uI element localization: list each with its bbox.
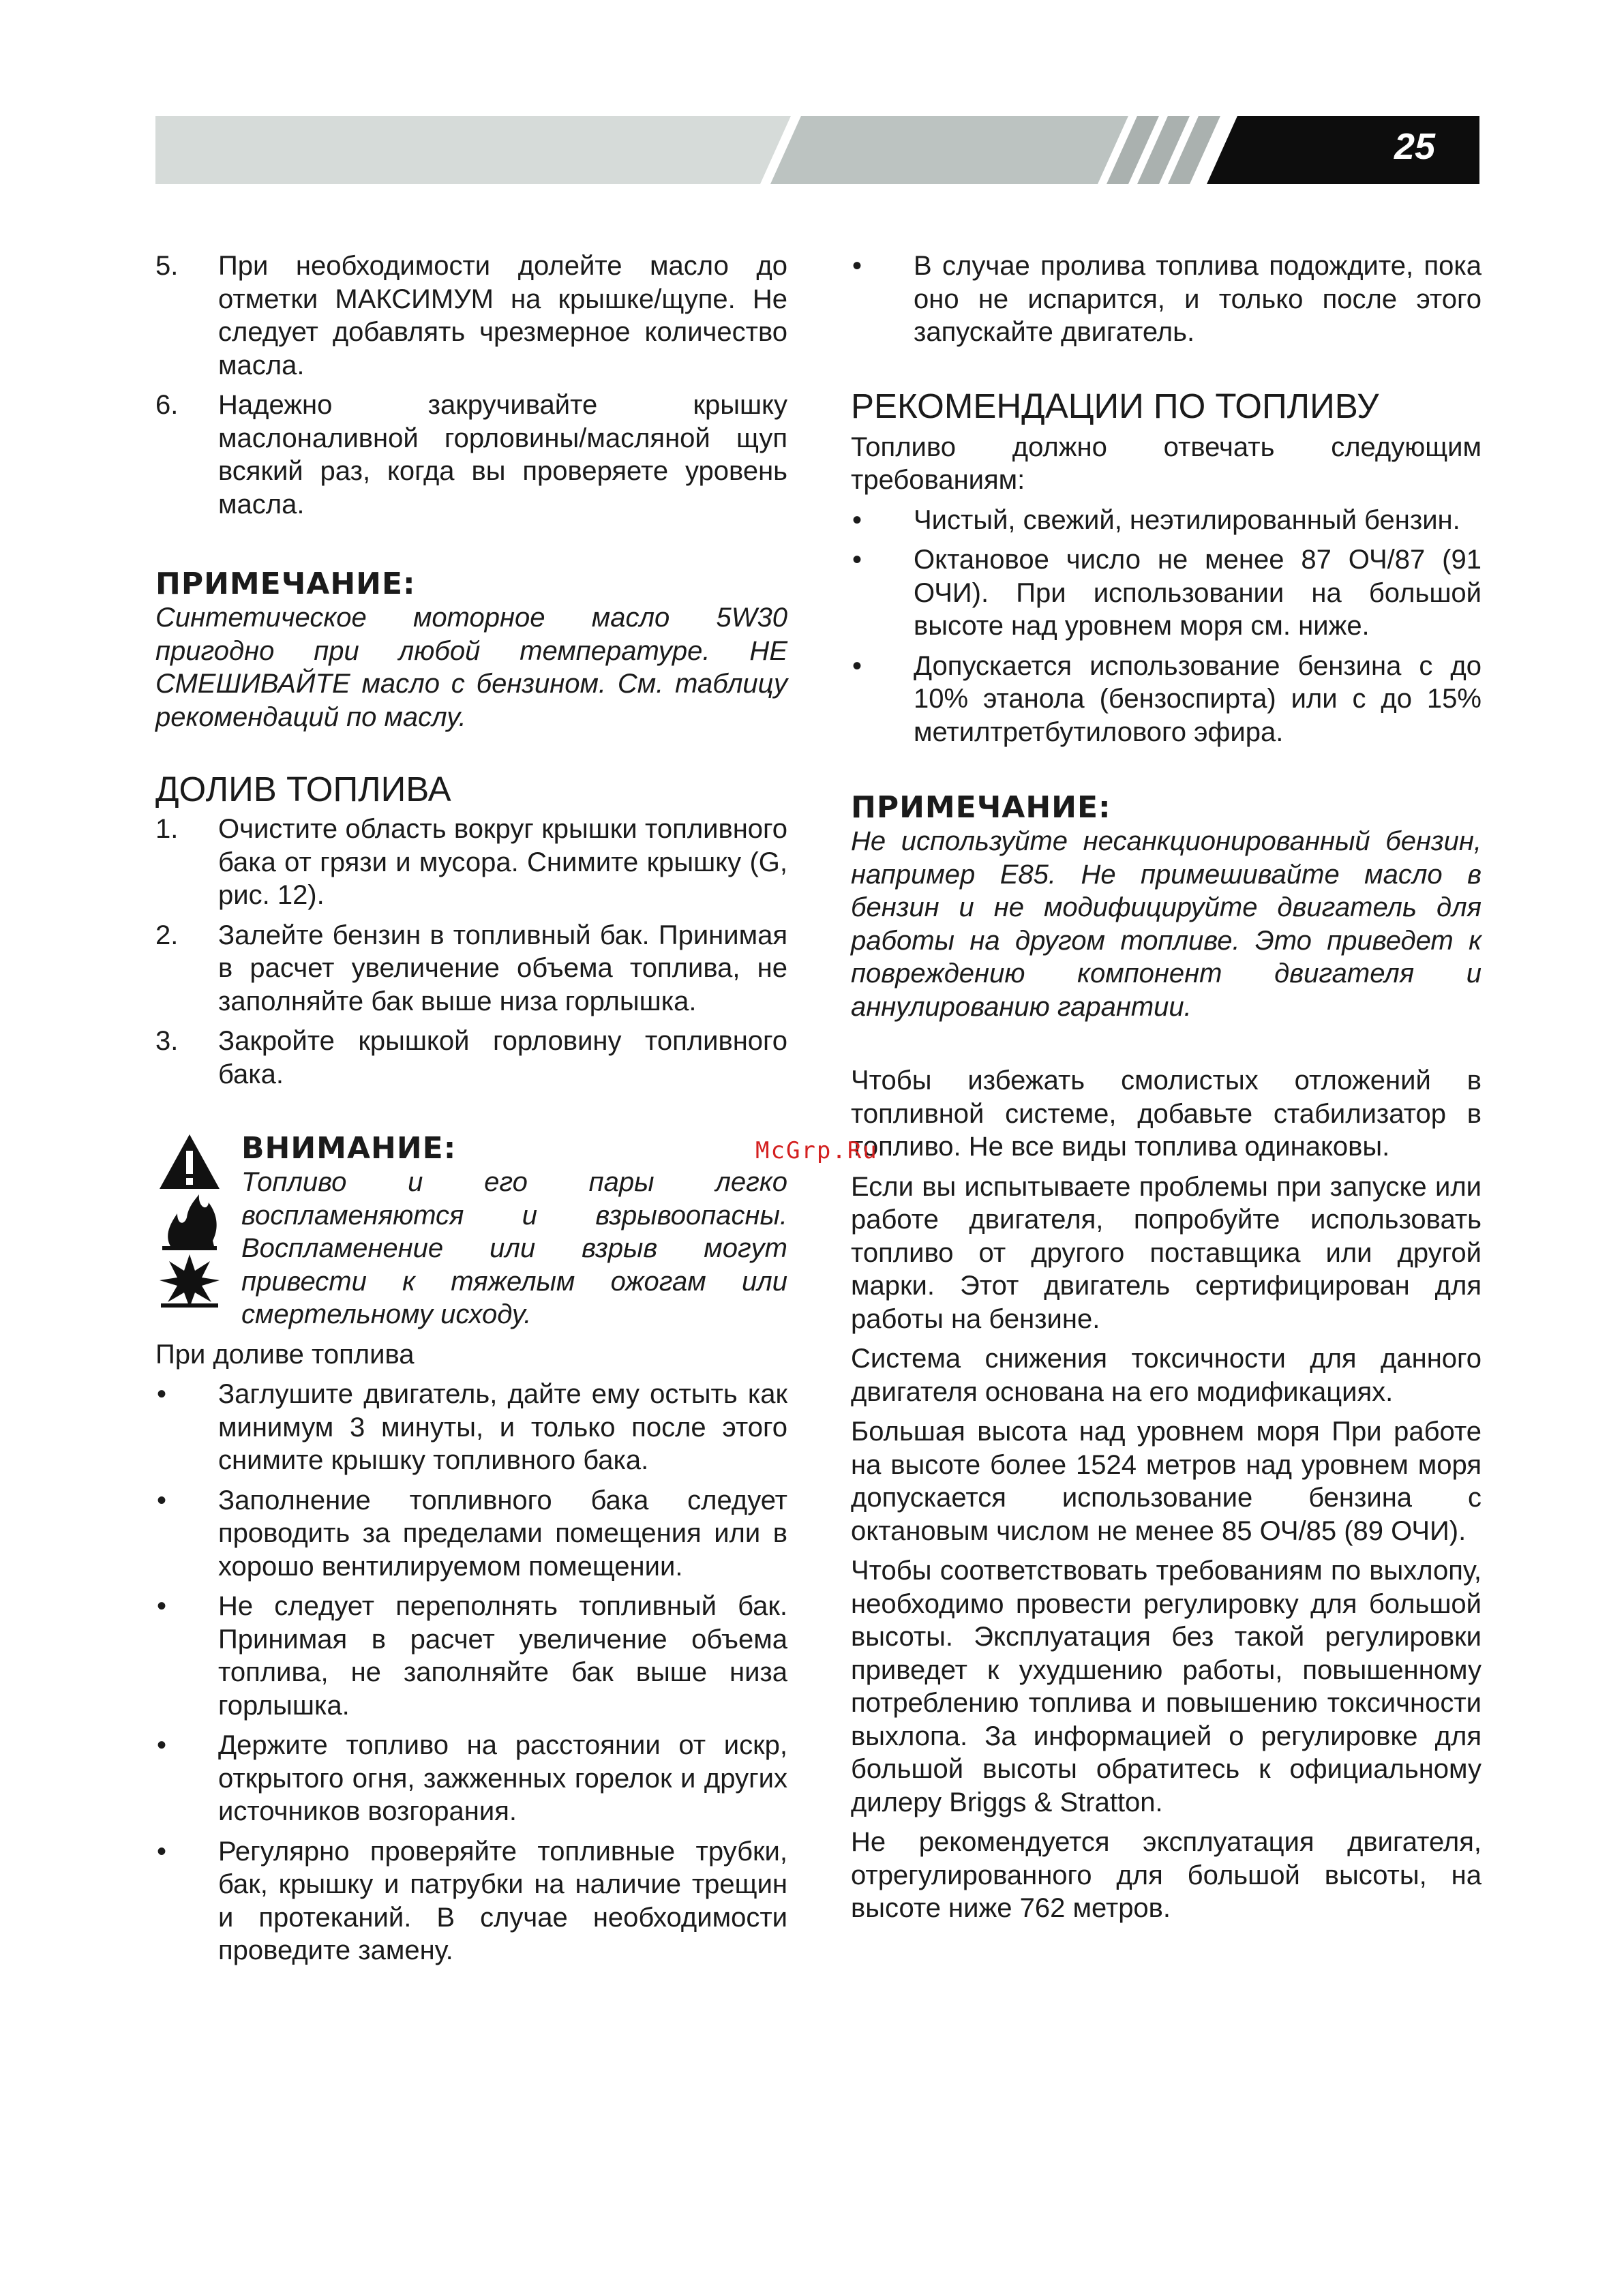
paragraph: Чтобы соответствовать требованиям по выхлопу, необходимо провести регулировку для большой высоты. Эксплуатация без такой регулировки приведет к ухудшению работы, повышенному потреблению топлива и повышению токсичности выхлопа. За информацией о регулировке для большой высоты обратитесь к официальному дилеру Briggs & Stratton.	[851, 1556, 1482, 1817]
list-item	[851, 543, 1482, 643]
list-item	[155, 813, 787, 912]
list-item	[155, 1484, 787, 1584]
list-item	[851, 504, 1482, 537]
note-text: Синтетическое моторное масло 5W30 пригодно при любой температуре. НЕ СМЕШИВАЙТЕ масло с бензином. См. таблицу рекомендаций по маслу.	[155, 603, 787, 732]
bullet: •	[852, 504, 862, 535]
list-item	[155, 919, 787, 1018]
header-stripe	[770, 116, 1128, 184]
oil-steps-list	[155, 250, 787, 521]
fire-icon	[162, 1194, 217, 1250]
step-text: Залейте бензин в топливный бак. Принимая в расчет увеличение объема топлива, не заполняйте бак выше низа горлышка.	[218, 920, 787, 1016]
warning-block	[155, 1132, 787, 1331]
note-title: ПРИМЕЧАНИЕ:	[155, 567, 416, 601]
warning-title: ВНИМАНИЕ:	[241, 1131, 457, 1166]
list-item	[155, 1025, 787, 1091]
warning-icons	[157, 1132, 222, 1309]
list-item	[155, 1729, 787, 1828]
warning-triangle-icon	[160, 1134, 220, 1189]
paragraph: Если вы испытываете проблемы при запуске или работе двигателя, попробуйте использовать топливо от другого поставщика или другой марки. Этот двигатель сертифицирован для работы на бензине.	[851, 1171, 1482, 1334]
warning-text: Топливо и его пары легко воспламеняются и взрывоопасны. Воспламенение или взрыв могут привести к тяжелым ожогам или смертельному исходу.	[241, 1167, 787, 1329]
list-item	[851, 250, 1482, 349]
step-text: Надежно закручивайте крышку маслоналивной горловины/масляной щуп всякий раз, когда вы проверяете уровень масла.	[218, 390, 787, 519]
bullet: •	[157, 1485, 167, 1515]
list-item	[155, 1590, 787, 1722]
left-column	[155, 250, 787, 1974]
paragraph: Большая высота над уровнем моря При работе на высоте более 1524 метров над уровнем моря допускается использование бензина с октановым числом не менее 85 ОЧ/85 (89 ОЧИ).	[851, 1417, 1482, 1546]
bullet-text: Октановое число не менее 87 ОЧ/87 (91 ОЧИ). При использовании на большой высоте над уровнем моря см. ниже.	[914, 545, 1482, 641]
right-column	[851, 250, 1482, 1932]
step-text: Очистите область вокруг крышки топливного бака от грязи и мусора. Снимите крышку (G, рис. 12).	[218, 814, 787, 910]
step-text: При необходимости долейте масло до отметки МАКСИМУМ на крышке/щупе. Не следует добавлять чрезмерное количество масла.	[218, 251, 787, 380]
paragraph: Не рекомендуется эксплуатация двигателя, отрегулированного для большой высоты, на высоте ниже 762 метров.	[851, 1827, 1482, 1923]
bullet-text: Заглушите двигатель, дайте ему остыть как минимум 3 минуты, и только после этого снимите крышку топливного бака.	[218, 1379, 787, 1475]
list-item	[155, 250, 787, 382]
refuel-bullets	[155, 1378, 787, 1967]
bullet: •	[852, 545, 862, 575]
step-number: 3.	[155, 1026, 179, 1056]
recommendations-intro: Топливо должно отвечать следующим требованиям:	[851, 432, 1482, 495]
bullet-text: Держите топливо на расстоянии от искр, открытого огня, зажженных горелок и других источников возгорания.	[218, 1730, 787, 1826]
bullet-text: Допускается использование бензина с до 10% этанола (бензоспирта) или с до 15% метилтретбутилового эфира.	[914, 650, 1482, 747]
bullet: •	[157, 1730, 167, 1760]
list-item	[155, 389, 787, 521]
paragraph: Чтобы избежать смолистых отложений в топливной системе, добавьте стабилизатор в топливо. Не все виды топлива одинаковы.	[851, 1066, 1482, 1162]
step-text: Закройте крышкой горловину топливного бака.	[218, 1026, 787, 1089]
explosion-icon	[160, 1254, 220, 1308]
bullet: •	[852, 650, 862, 681]
bullet: •	[852, 251, 862, 281]
refill-steps-list	[155, 813, 787, 1091]
step-number: 1.	[155, 814, 179, 844]
header-grey-bar	[155, 116, 791, 184]
refuel-intro: При доливе топлива	[155, 1339, 415, 1370]
section-title-fuel-recommendations: РЕКОМЕНДАЦИИ ПО ТОПЛИВУ	[851, 386, 1379, 425]
recommendations-bullets	[851, 504, 1482, 749]
bullet: •	[157, 1379, 167, 1409]
watermark: McGrp.Ru	[755, 1137, 878, 1164]
bullet-text: Заполнение топливного бака следует проводить за пределами помещения или в хорошо вентилируемом помещении.	[218, 1485, 787, 1582]
list-item	[851, 650, 1482, 749]
page-number: 25	[1394, 126, 1436, 167]
step-number: 2.	[155, 920, 179, 950]
step-number: 5.	[155, 251, 179, 281]
step-number: 6.	[155, 390, 179, 420]
bullet: •	[157, 1836, 167, 1867]
paragraph: Система снижения токсичности для данного двигателя основана на его модификациях.	[851, 1344, 1482, 1407]
bullet-text: Регулярно проверяйте топливные трубки, бак, крышку и патрубки на наличие трещин и протеканий. В случае необходимости проведите замену.	[218, 1836, 787, 1965]
bullet: •	[157, 1591, 167, 1621]
list-item	[155, 1378, 787, 1477]
note-text: Не используйте несанкционированный бензин, например E85. Не примешивайте масло в бензин и не модифицируйте двигатель для работы на другом топливе. Это приведет к повреждению компонент двигателя и аннулированию гарантии.	[851, 826, 1482, 1022]
bullet-text: Чистый, свежий, неэтилированный бензин.	[914, 504, 1460, 535]
bullet-text: Не следует переполнять топливный бак. Принимая в расчет увеличение объема топлива, не заполняйте бак выше низа горлышка.	[218, 1591, 787, 1721]
bullet-text: В случае пролива топлива подождите, пока оно не испарится, и только после этого запускайте двигатель.	[914, 251, 1482, 347]
spill-bullet-list	[851, 250, 1482, 349]
list-item	[155, 1835, 787, 1967]
section-title-fuel-refill: ДОЛИВ ТОПЛИВА	[155, 770, 451, 809]
note-title: ПРИМЕЧАНИЕ:	[851, 790, 1111, 825]
